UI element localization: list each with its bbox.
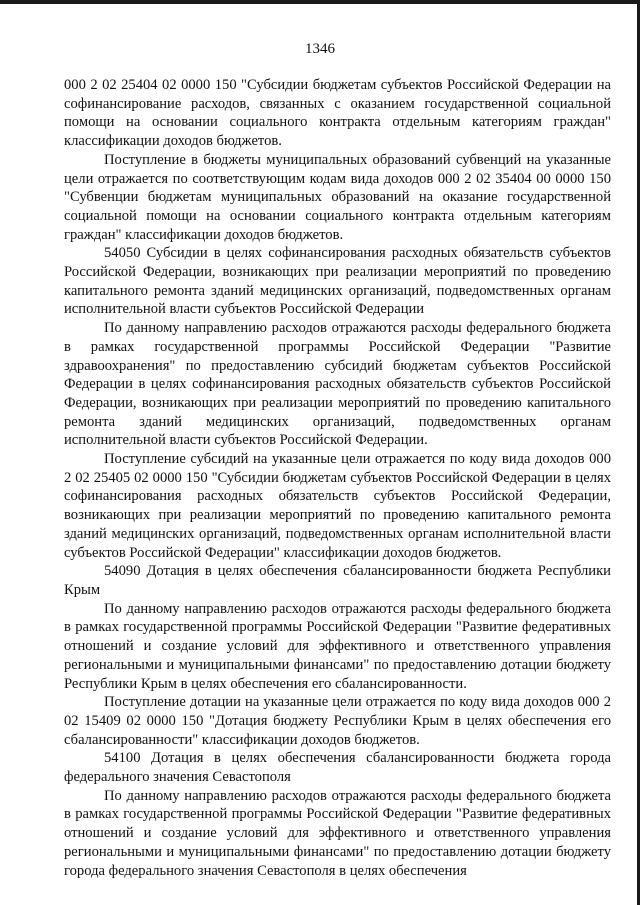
page-number: 1346 xyxy=(305,41,335,57)
paragraph: Поступление в бюджеты муниципальных образований субвенций на указанные цели отражается по соответствующим кодам вида доходов 000 2 02 35404 00 0000 150 "Субвенции бюджетам муниципальных образований на оказание государственной социальной помощи на основании социального контракта отдельным категориям граждан" классификации доходов бюджетов. xyxy=(64,151,611,243)
paragraph: По данному направлению расходов отражаются расходы федерального бюджета в рамках государственной программы Российской Федерации "Развитие федеративных отношений и создание условий для эффективного и ответственного управления региональными и муниципальными финансами" по предоставлению дотации бюджету города федерального значения Севастополя в целях обеспечения xyxy=(64,787,611,879)
paragraph: По данному направлению расходов отражаются расходы федерального бюджета в рамках государственной программы Российской Федерации "Развитие федеративных отношений и создание условий для эффективного и ответственного управления региональными и муниципальными финансами" по предоставлению дотации бюджету Республики Крым в целях обеспечения его сбалансированности. xyxy=(64,600,611,692)
section-heading: 54050 Субсидии в целях софинансирования расходных обязательств субъектов Российской Федерации, возникающих при реализации мероприятий по проведению капитального ремонта зданий медицинских организаций, подведомственных органам исполнительной власти субъектов Российской Федерации xyxy=(64,245,611,318)
paragraph: 000 2 02 25404 02 0000 150 "Субсидии бюджетам субъектов Российской Федерации на софинансирование расходов, связанных с оказанием государственной социальной помощи на основании социального контракта отдельным категориям граждан" классификации доходов бюджетов. xyxy=(64,77,611,150)
section-heading: 54090 Дотация в целях обеспечения сбалансированности бюджета Республики Крым xyxy=(64,563,611,598)
paragraph: По данному направлению расходов отражаются расходы федерального бюджета в рамках государственной программы Российской Федерации "Развитие здравоохранения" по предоставлению субсидий бюджетам субъектов Российской Федерации в целях софинансирования расходных обязательств субъектов Российской Федерации, возникающих при реализации мероприятий по проведению капитального ремонта зданий медицинских организаций, подведомственных органам исполнительной власти субъектов Российской Федерации. xyxy=(64,320,611,449)
section-heading: 54100 Дотация в целях обеспечения сбалансированности бюджета города федерального значения Севастополя xyxy=(64,750,611,786)
scan-edge-top xyxy=(0,0,640,4)
paragraph: Поступление дотации на указанные цели отражается по коду вида доходов 000 2 02 15409 02 0000 150 "Дотация бюджету Республики Крым в целях обеспечения его сбалансированности" классификации доходов бюджетов. xyxy=(64,694,611,748)
paragraph: Поступление субсидий на указанные цели отражается по коду вида доходов 000 2 02 25405 02 0000 150 "Субсидии бюджетам субъектов Российской Федерации в целях софинансирования расходных обязательств субъектов Российской Федерации, возникающих при реализации мероприятий по проведению капитального ремонта зданий медицинских организаций, подведомственных органам исполнительной власти субъектов Российской Федерации" классификации доходов бюджетов. xyxy=(64,451,611,561)
document-body xyxy=(64,76,611,880)
